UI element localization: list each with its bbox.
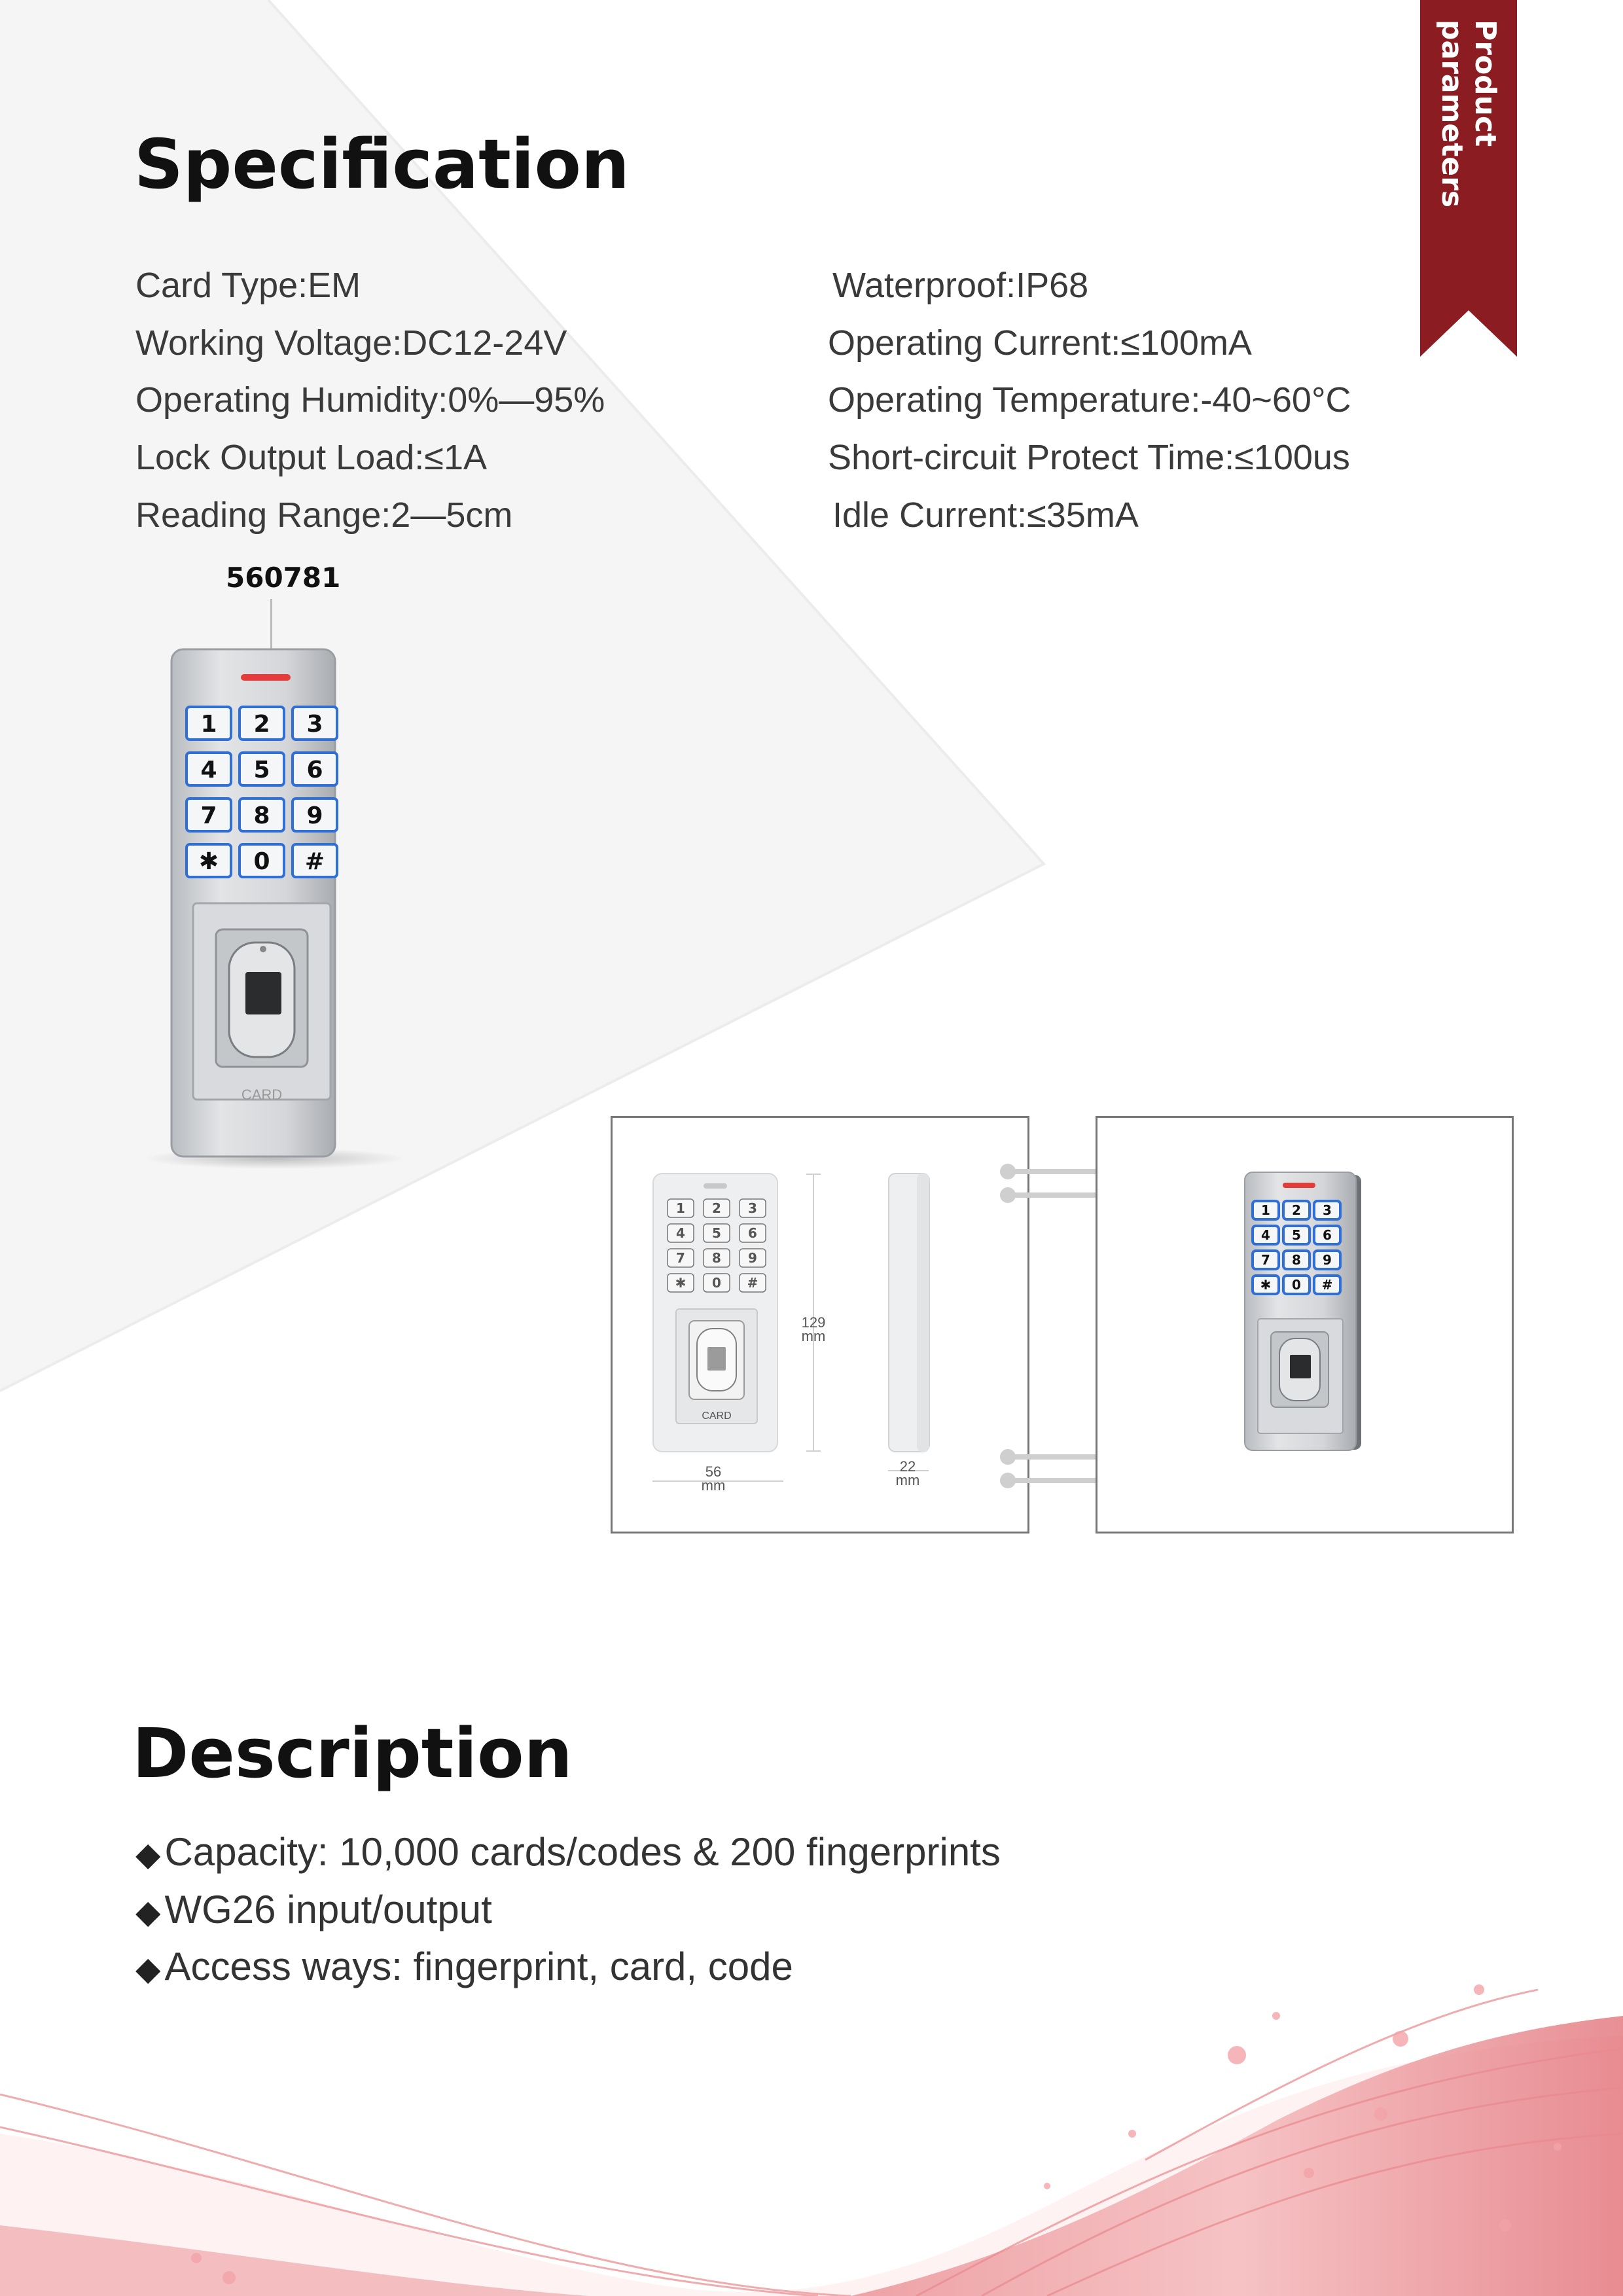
keypad-key-label: 9 <box>1323 1252 1332 1268</box>
spec-left-3: Operating Humidity:0%—95% <box>135 380 605 420</box>
description-item-text: Access ways: fingerprint, card, code <box>164 1945 793 1988</box>
card-label-drawing: CARD <box>702 1410 732 1422</box>
keypad-key-label: # <box>747 1275 758 1291</box>
keypad-key-label: ✱ <box>1260 1277 1272 1293</box>
keypad-key-label: 7 <box>200 802 217 829</box>
keypad-key-label: 2 <box>712 1200 721 1217</box>
spec-right-5: Idle Current:≤35mA <box>832 495 1139 535</box>
spec-right-1: Waterproof:IP68 <box>832 266 1089 305</box>
keypad-key-label: 3 <box>1323 1202 1332 1219</box>
keypad-key-label: ✱ <box>675 1275 687 1291</box>
width-unit: mm <box>701 1477 726 1494</box>
keypad-key-label: ✱ <box>198 848 219 875</box>
keypad-key-label: 6 <box>748 1225 757 1242</box>
keypad-key-label: 3 <box>748 1200 757 1217</box>
keypad-key-label: 9 <box>748 1250 757 1266</box>
description-item-2 <box>135 1887 492 1932</box>
keypad-key-label: 2 <box>253 710 270 738</box>
diamond-bullet-icon: ◆ <box>135 1893 161 1931</box>
keypad-key-label: 4 <box>676 1225 685 1242</box>
spec-right-2: Operating Current:≤100mA <box>828 323 1252 363</box>
spec-left-4: Lock Output Load:≤1A <box>135 438 487 477</box>
keypad-key-label: 4 <box>200 756 217 783</box>
keypad-key-label: 2 <box>1292 1202 1301 1219</box>
specification-title: Specification <box>134 124 630 204</box>
keypad-key-label: 0 <box>712 1275 721 1291</box>
keypad-key-label: 4 <box>1261 1227 1270 1244</box>
height-dimension-tick-top <box>806 1174 821 1175</box>
keypad-key-label: 1 <box>1261 1202 1270 1219</box>
width-value: 56 <box>705 1463 722 1480</box>
keypad-key-label: # <box>304 848 325 875</box>
keypad-key-label: 9 <box>306 802 323 829</box>
keypad-key-label: 6 <box>1323 1227 1332 1244</box>
height-value: 129 <box>801 1314 826 1331</box>
height-dimension-line <box>813 1174 814 1452</box>
dimension-side-view <box>887 1172 933 1460</box>
diamond-bullet-icon: ◆ <box>135 1835 161 1873</box>
depth-unit: mm <box>895 1472 920 1488</box>
description-title: Description <box>132 1713 573 1793</box>
description-item-1 <box>135 1829 1001 1874</box>
keypad-key-label: 7 <box>1261 1252 1270 1268</box>
spec-right-3: Operating Temperature:-40~60°C <box>828 380 1351 420</box>
keypad-key-label: 5 <box>1292 1227 1301 1244</box>
keypad-key-label: 5 <box>712 1225 721 1242</box>
spec-left-5: Reading Range:2—5cm <box>135 495 513 535</box>
description-item-text: WG26 input/output <box>164 1888 492 1931</box>
product-image-small <box>1237 1168 1374 1456</box>
keypad-key-label: # <box>1321 1277 1333 1293</box>
keypad-key-label: 6 <box>306 756 323 783</box>
spec-left-1: Card Type:EM <box>135 266 361 305</box>
spec-left-2: Working Voltage:DC12-24V <box>135 323 567 363</box>
dimension-front-view <box>651 1172 789 1460</box>
keypad-key-label: 8 <box>253 802 270 829</box>
spec-right-4: Short-circuit Protect Time:≤100us <box>828 438 1350 477</box>
keypad-key-label: 5 <box>253 756 270 783</box>
decorative-red-wave <box>0 1977 1623 2296</box>
keypad-key-label: 3 <box>306 710 323 738</box>
card-label-large: CARD <box>241 1086 283 1103</box>
height-dimension-tick-bottom <box>806 1450 821 1452</box>
keypad-key-label: 0 <box>253 848 270 875</box>
height-unit: mm <box>801 1328 826 1344</box>
keypad-key-label: 1 <box>200 710 217 738</box>
ribbon-label: Product parameters <box>1435 20 1502 208</box>
product-image-keypad <box>131 641 432 1178</box>
keypad-key-label: 1 <box>676 1200 685 1217</box>
description-item-text: Capacity: 10,000 cards/codes & 200 fingerprints <box>164 1830 1001 1874</box>
keypad-key-label: 7 <box>676 1250 685 1266</box>
keypad-key-label: 0 <box>1292 1277 1301 1293</box>
diamond-bullet-icon: ◆ <box>135 1950 161 1988</box>
keypad-key-label: 8 <box>1292 1252 1301 1268</box>
model-number: 560781 <box>226 562 341 594</box>
keypad-key-label: 8 <box>712 1250 721 1266</box>
depth-value: 22 <box>899 1458 916 1475</box>
